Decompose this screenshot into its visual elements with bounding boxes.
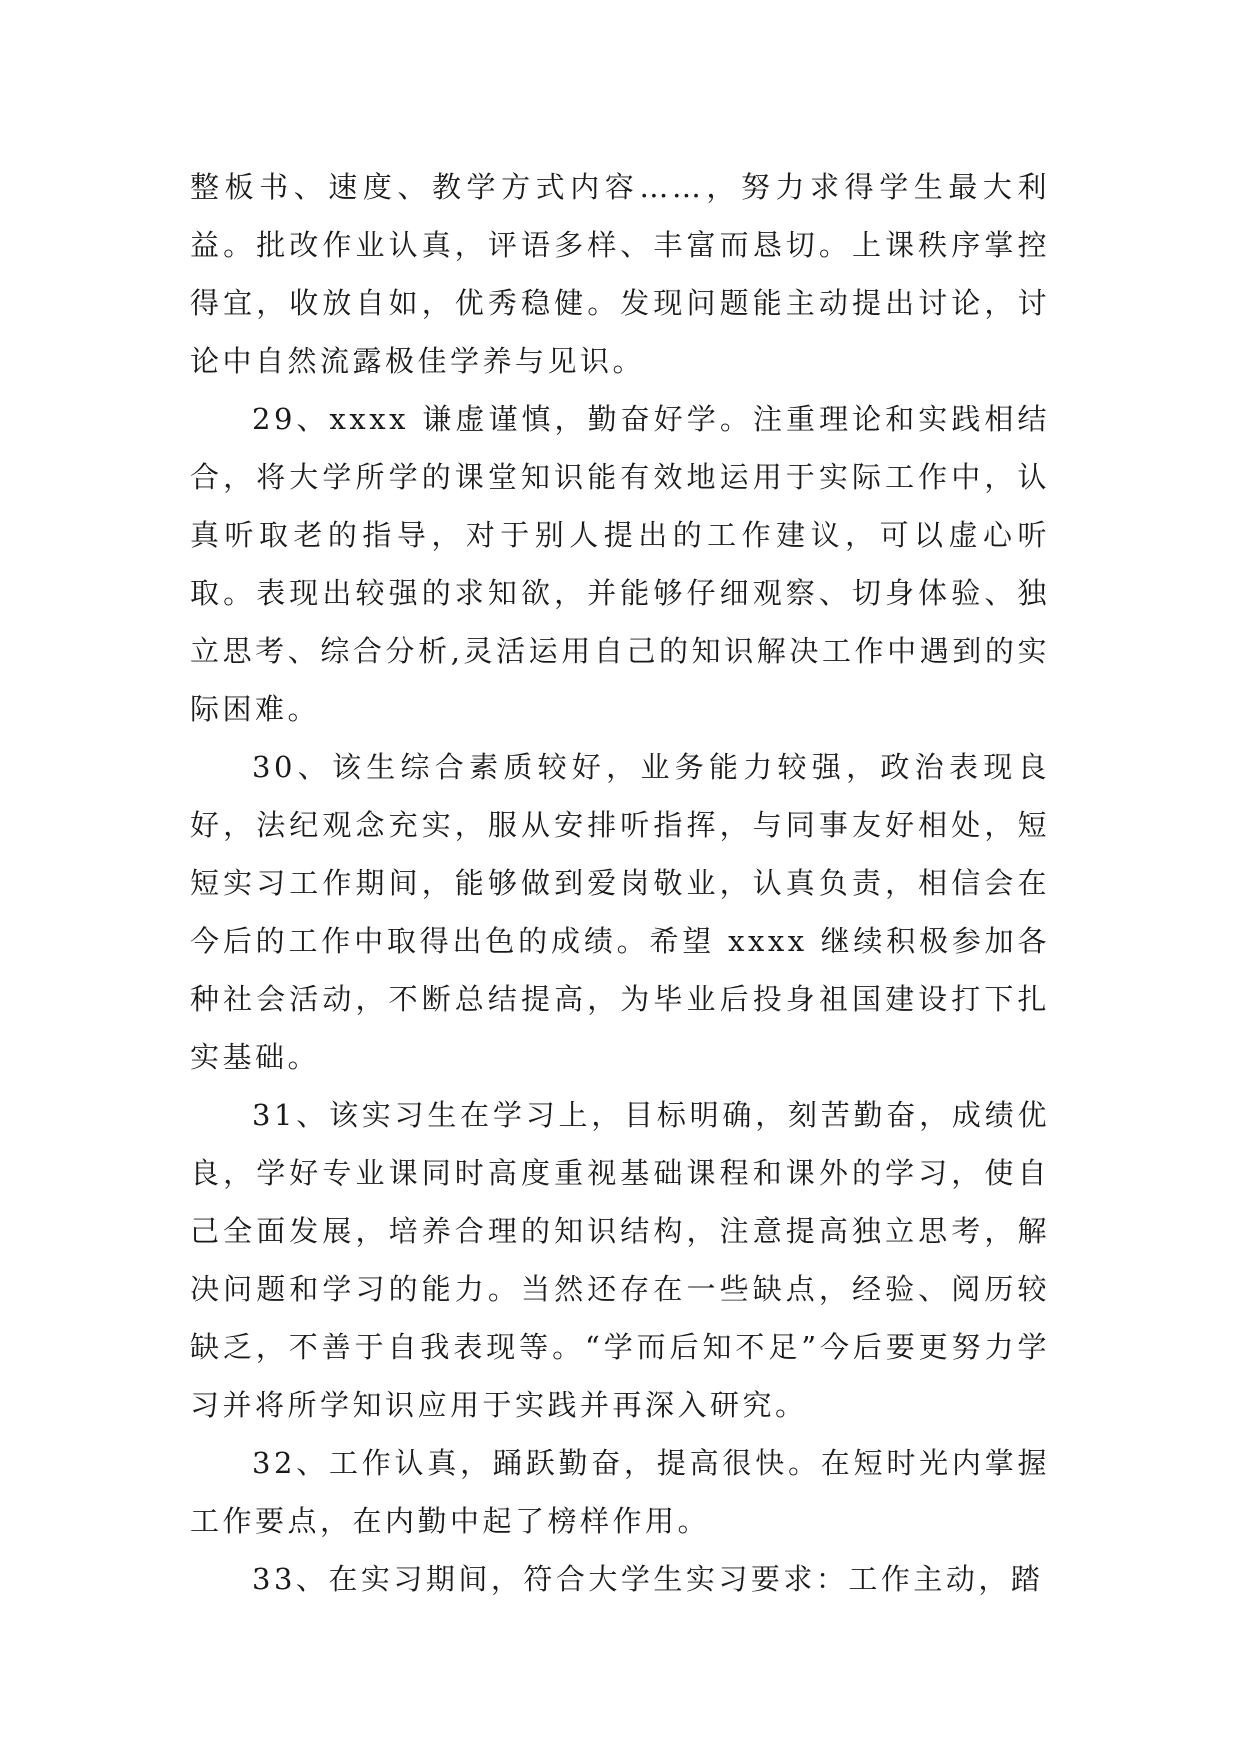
paragraph-item-33: 33、在实习期间，符合大学生实习要求：工作主动，踏 bbox=[252, 1562, 1044, 1596]
paragraph-item-31: 31、该实习生在学习上，目标明确，刻苦勤奋，成绩优良，学好专业课同时高度重视基础课程和课外的学习，使自己全面发展，培养合理的知识结构，注意提高独立思考，解决问题和学习的能力。当然还存在一些缺点，经验、阅历较缺乏，不善于自我表现等。“学而后知不足”今后要更努力学习并将所学知识应用于实践并再深入研究。 bbox=[190, 1098, 1050, 1422]
paragraph-continuation: 整板书、速度、教学方式内容……，努力求得学生最大利益。批改作业认真，评语多样、丰富而恳切。上课秩序掌控得宜，收放自如，优秀稳健。发现问题能主动提出讨论，讨论中自然流露极佳学养与见识。 bbox=[190, 170, 1050, 378]
document-body bbox=[190, 158, 1050, 1608]
paragraph-item-30: 30、该生综合素质较好，业务能力较强，政治表现良好，法纪观念充实，服从安排听指挥，与同事友好相处，短短实习工作期间，能够做到爱岗敬业，认真负责，相信会在今后的工作中取得出色的成绩。希望 xxxx 继续积极参加各种社会活动，不断总结提高，为毕业后投身祖国建设打下扎实基础。 bbox=[190, 750, 1050, 1074]
paragraph-item-32: 32、工作认真，踊跃勤奋，提高很快。在短时光内掌握工作要点，在内勤中起了榜样作用。 bbox=[190, 1446, 1050, 1538]
paragraph-item-29: 29、xxxx 谦虚谨慎，勤奋好学。注重理论和实践相结合，将大学所学的课堂知识能有效地运用于实际工作中，认真听取老的指导，对于别人提出的工作建议，可以虚心听取。表现出较强的求知欲，并能够仔细观察、切身体验、独立思考、综合分析,灵活运用自己的知识解决工作中遇到的实际困难。 bbox=[190, 402, 1050, 726]
